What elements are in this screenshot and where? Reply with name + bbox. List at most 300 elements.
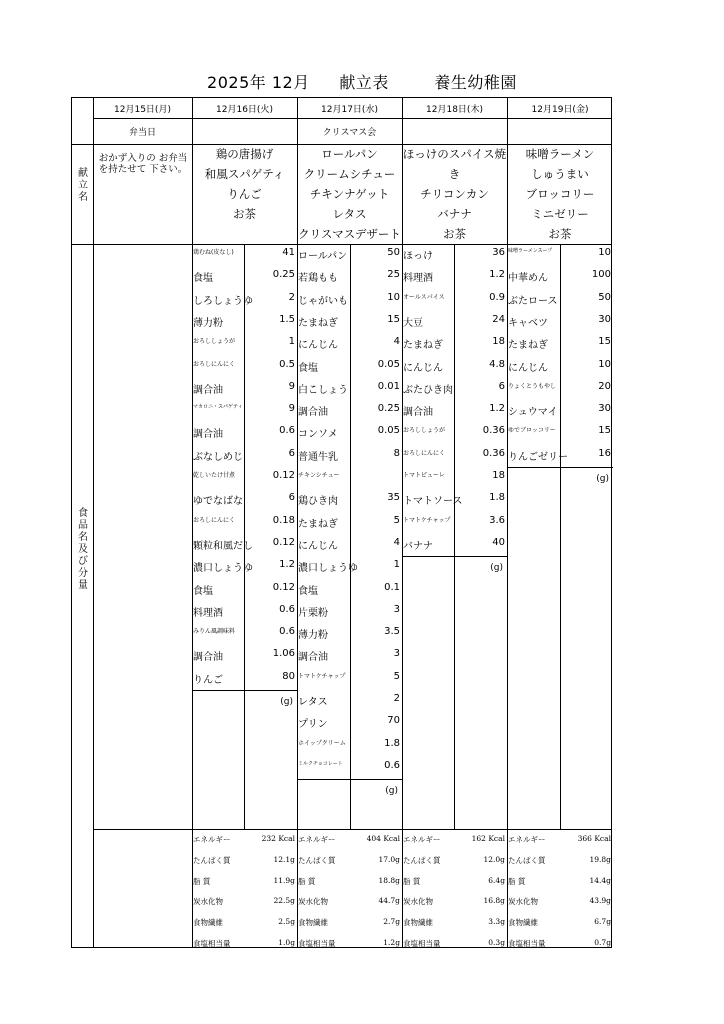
ingredient-amount: 16: [598, 447, 611, 459]
ingredient-row: [192, 403, 297, 425]
ingredient-row: [507, 336, 613, 358]
nutrition-label: 食塩相当量: [193, 939, 231, 948]
ingredient-name: バナナ: [403, 540, 433, 552]
nutrition-label: 食物繊維: [298, 918, 328, 928]
day-header-fri: 12月19日(金): [531, 104, 589, 115]
ingredient-name: 濃口しょうゆ: [193, 563, 253, 575]
dish-name: 鶏の唐揚げ: [215, 147, 274, 161]
ingredient-amount: 2: [393, 693, 400, 704]
ingredient-amount: 10: [387, 291, 400, 303]
ingredient-name: ほっけ: [403, 251, 433, 262]
nutrition-label: 炭水化物: [508, 897, 538, 907]
ingredient-name: チキンシチュー: [298, 472, 340, 479]
ingredient-row: [507, 403, 613, 425]
ingredient-name: 片栗粉: [298, 607, 328, 619]
nutrition-value: 12.0g: [483, 854, 505, 864]
ingredient-amount: 4.8: [489, 358, 505, 370]
nutrition-row: [402, 896, 507, 907]
ingredient-row: [192, 515, 297, 537]
dish-name: しゅうまい: [531, 167, 589, 181]
ingredient-name: 普通牛乳: [298, 451, 338, 463]
ingredient-row: [297, 492, 402, 514]
dish-name: チキンナゲット: [309, 187, 390, 201]
day-header-wed: 12月17日(水): [321, 104, 378, 115]
ingredient-amount: 0.12: [272, 470, 295, 481]
dish-name: ロールパン: [321, 147, 378, 161]
ingredient-row: [192, 559, 297, 581]
nutrition-label: エネルギー: [508, 835, 546, 844]
nutrition-value: 17.0g: [378, 854, 400, 864]
nutrition-value: 3.3g: [488, 917, 505, 927]
ingredient-row: [297, 604, 402, 626]
ingredient-amount: 100: [591, 269, 611, 281]
ingredient-amount: 1.2: [279, 559, 295, 571]
ingredient-amount: 1: [393, 559, 400, 571]
ingredient-name: 薄力粉: [298, 630, 328, 642]
ingredient-amount: 15: [598, 425, 611, 437]
ingredient-row: [297, 693, 402, 715]
ingredient-row: [192, 292, 297, 314]
nutrition-row: [297, 917, 402, 928]
ingredient-amount: 50: [387, 247, 400, 258]
nutrition-row: [402, 938, 507, 949]
ingredient-name: にんじん: [298, 340, 338, 352]
table-divider: [507, 467, 613, 468]
ingredient-amount: 18: [492, 470, 505, 481]
table-divider: [72, 244, 611, 245]
ingredient-name: プリン: [298, 719, 328, 731]
ingredient-amount: 0.6: [384, 759, 400, 771]
ingredient-row: [297, 738, 402, 760]
ingredient-name: 鶏ひき肉: [298, 496, 338, 508]
ingredient-name: りょくとうもやし: [508, 382, 557, 390]
nutrition-row: [507, 855, 613, 866]
ingredient-amount: 30: [598, 403, 611, 415]
nutrition-value: 12.1g: [273, 854, 295, 864]
ingredient-name: トマトソース: [403, 496, 463, 508]
nutrition-value: 2.5g: [278, 917, 295, 927]
ingredient-amount: 1: [288, 336, 295, 348]
nutrition-label: 炭水化物: [193, 897, 223, 907]
ingredient-amount: 0.6: [279, 626, 295, 638]
nutrition-label: 食塩相当量: [403, 939, 441, 948]
ingredient-name: 薄力粉: [193, 317, 223, 329]
nutrition-value: 1.0g: [278, 938, 295, 947]
ingredient-row: [507, 269, 613, 291]
nutrition-label: エネルギー: [403, 835, 441, 844]
ingredient-row: [192, 537, 297, 559]
ingredient-name: 若鶏もも: [298, 273, 338, 285]
ingredient-row: [297, 448, 402, 470]
ingredient-name: コンソメ: [298, 429, 338, 441]
ingredient-name: 調合油: [298, 652, 328, 664]
nutrition-value: 162 Kcal: [471, 834, 505, 843]
dish-name: お茶: [548, 227, 572, 241]
ingredient-name: たまねぎ: [298, 317, 338, 329]
ingredient-name: オールスパイス: [403, 293, 445, 301]
nutrition-label: たんぱく質: [403, 855, 441, 865]
dish-name: チリコンカン: [420, 187, 489, 201]
ingredient-name: ホイップクリーム: [298, 739, 346, 747]
nutrition-value: 22.5g: [273, 896, 295, 906]
menu-fri: [507, 144, 613, 244]
ingredient-name: 味噌ラーメンスープ: [508, 248, 553, 254]
ingredient-row: [402, 515, 507, 537]
nutrition-row: [192, 876, 297, 887]
ingredient-amount: 1.8: [489, 492, 505, 504]
ingredient-row: [507, 314, 613, 336]
ingredient-row: [192, 269, 297, 291]
ingredient-row: [297, 269, 402, 291]
ingredient-amount: 70: [387, 715, 400, 727]
nutrition-value: 0.7g: [594, 938, 611, 947]
nutrition-value: 0.3g: [488, 938, 505, 947]
nutrition-label: 脂 質: [403, 876, 421, 886]
page-title: [0, 70, 724, 93]
ingredient-row: [402, 336, 507, 358]
dish-name: ほっけのスパイス焼き: [402, 147, 507, 181]
table-divider: [93, 829, 611, 830]
nutrition-label: たんぱく質: [193, 855, 231, 865]
ingredient-name: 中華めん: [508, 273, 548, 285]
ingredient-amount: 0.25: [377, 403, 400, 415]
ingredient-name: 調合油: [403, 407, 433, 419]
ingredient-amount: 6: [288, 492, 295, 504]
nutrition-label: 食物繊維: [403, 918, 433, 928]
ingredient-row: [297, 292, 402, 314]
ingredient-name: ロールパン: [298, 251, 348, 262]
nutrition-value: 43.9g: [589, 896, 611, 906]
ingredient-name: ぶたロース: [508, 295, 558, 307]
ingredient-row: [192, 425, 297, 447]
ingredient-name: シュウマイ: [508, 407, 558, 419]
ingredient-row: [297, 671, 402, 693]
nutrition-row: [192, 896, 297, 907]
nutrition-row: [297, 876, 402, 887]
ingredient-row: [297, 715, 402, 737]
ingredient-row: [402, 448, 507, 470]
ingredient-row: [402, 381, 507, 403]
nutrition-row: [402, 834, 507, 845]
day-header-tue: 12月16日(火): [216, 104, 273, 115]
ingredient-amount: 0.01: [377, 380, 400, 392]
day-header-mon: 12月15日(月): [114, 104, 171, 115]
nutrition-row: [192, 855, 297, 866]
nutrition-value: 1.2g: [383, 938, 400, 947]
ingredient-amount: 25: [387, 269, 400, 281]
ingredient-row: [507, 425, 613, 447]
nutrition-row: [192, 834, 297, 845]
nutrition-row: [402, 917, 507, 928]
ingredient-amount: 0.6: [279, 603, 295, 615]
dish-name: クリームシチュー: [303, 167, 396, 181]
ingredient-amount: 0.36: [482, 425, 505, 437]
ingredient-row: [402, 470, 507, 492]
ingredient-row: [402, 269, 507, 291]
ingredient-row: [297, 336, 402, 358]
ingredient-amount: 5: [393, 670, 400, 682]
nutrition-label: 食塩相当量: [508, 939, 546, 948]
ingredient-name: おろしにんにく: [193, 516, 236, 524]
nutrition-label: 脂 質: [193, 876, 211, 886]
ingredient-amount: 0.12: [272, 581, 295, 593]
ingredient-amount: 6: [288, 447, 295, 459]
nutrition-row: [507, 938, 613, 949]
ingredient-amount: 10: [598, 358, 611, 370]
nutrition-value: 44.7g: [378, 896, 400, 906]
ingredient-amount: 1.5: [279, 313, 295, 325]
ingredient-row: [402, 292, 507, 314]
ingredient-row: [297, 515, 402, 537]
nutrition-row: [297, 896, 402, 907]
nutrition-value: 6.7g: [594, 917, 611, 927]
ingredient-row: [192, 626, 297, 648]
dish-name: 味噌ラーメン: [525, 147, 595, 161]
ingredient-name: 顆粒和風だし: [193, 540, 253, 552]
ingredient-row: [192, 381, 297, 403]
ingredient-row: [507, 359, 613, 381]
title-year-month: 2025年 12月: [207, 73, 310, 92]
nutrition-row: [507, 876, 613, 887]
ingredient-name: 濃口しょうゆ: [298, 563, 358, 575]
ingredient-row: [192, 582, 297, 604]
ingredient-row: [192, 492, 297, 514]
menu-label: 献 立 名: [78, 168, 88, 203]
ingredient-amount: 41: [282, 247, 295, 258]
ingredient-name: トマトケチャップ: [403, 516, 451, 524]
ingredient-row: [192, 470, 297, 492]
ingredient-row: [297, 648, 402, 670]
ingredient-name: 鶏むね(皮なし): [193, 249, 234, 256]
ingredient-row: [297, 381, 402, 403]
day-header-thu: 12月18日(木): [426, 104, 483, 115]
nutrition-label: 食物繊維: [508, 918, 538, 928]
ingredient-name: 白こしょう: [298, 384, 348, 396]
ingredient-name: おろししょうが: [193, 338, 236, 346]
nutrition-label: 脂 質: [298, 876, 316, 886]
ingredient-name: 調合油: [298, 407, 328, 419]
ingredient-name: じゃがいも: [298, 295, 348, 307]
ingredient-row: [297, 425, 402, 447]
menu-table: [71, 97, 612, 948]
ingredient-name: おろししょうが: [403, 427, 446, 435]
ingredient-amount: 0.05: [377, 425, 400, 437]
ingredient-name: たまねぎ: [298, 518, 338, 530]
nutrition-value: 404 Kcal: [366, 834, 400, 843]
ingredient-amount: 0.36: [482, 447, 505, 459]
ingredient-row: [402, 403, 507, 425]
nutrition-row: [507, 917, 613, 928]
ingredient-amount: 1.8: [384, 737, 400, 749]
nutrition-row: [297, 855, 402, 866]
ingredient-amount: 0.25: [272, 269, 295, 281]
ingredient-amount: 5: [393, 514, 400, 526]
menu-wed: [297, 144, 402, 244]
nutrition-value: 18.8g: [378, 875, 400, 885]
ingredient-amount: 10: [598, 247, 611, 258]
nutrition-row: [297, 834, 402, 845]
ingredient-amount: 40: [492, 536, 505, 548]
ingredient-name: おろしにんにく: [193, 360, 236, 368]
ingredient-amount: 30: [598, 313, 611, 325]
nutrition-value: 6.4g: [488, 875, 505, 885]
nutrition-label: 脂 質: [508, 876, 526, 886]
ingredient-amount: 2: [288, 291, 295, 303]
ingredient-name: ゆでブロッコリー: [508, 427, 556, 435]
dish-name: ブロッコリー: [525, 187, 595, 201]
ingredient-amount: 15: [598, 336, 611, 348]
ingredient-row: [297, 470, 402, 492]
ingredient-row: [297, 403, 402, 425]
ingredient-name: 料理酒: [403, 273, 433, 285]
nutrition-value: 232 Kcal: [261, 834, 295, 843]
unit-label: (g): [280, 697, 293, 707]
ingredient-amount: 9: [288, 380, 295, 392]
ingredient-row: [297, 559, 402, 581]
ingredient-name: 食塩: [193, 585, 213, 597]
ingredient-row: [192, 314, 297, 336]
nutrition-label: 炭水化物: [403, 897, 433, 907]
nutrition-label: 炭水化物: [298, 897, 328, 907]
ingredient-name: たまねぎ: [508, 340, 548, 352]
nutrition-row: [297, 938, 402, 949]
nutrition-row: [507, 896, 613, 907]
menu-tue: [192, 144, 297, 224]
dish-name: クリスマスデザート: [298, 227, 401, 241]
dish-name: レタス: [332, 207, 367, 221]
ingredient-name: りんごゼリー: [508, 451, 568, 463]
menu-thu: [402, 144, 507, 244]
ingredient-amount: 4: [393, 336, 400, 348]
ingredient-name: トマトピューレ: [403, 472, 445, 479]
nutrition-row: [507, 834, 613, 845]
table-divider: [402, 556, 507, 557]
nutrition-value: 2.7g: [383, 917, 400, 927]
ingredient-name: にんじん: [508, 362, 548, 374]
ingredient-name: しろしょうゆ: [193, 295, 253, 307]
ingredient-row: [507, 381, 613, 403]
dish-name: お茶: [233, 207, 256, 221]
ingredient-amount: 0.12: [272, 536, 295, 548]
ingredient-amount: 9: [288, 403, 295, 415]
ingredient-name: 食塩: [298, 585, 318, 597]
ingredient-row: [507, 292, 613, 314]
ingredient-amount: 0.6: [279, 425, 295, 437]
ingredient-row: [192, 359, 297, 381]
ingredient-row: [297, 359, 402, 381]
ingredient-name: 食塩: [193, 273, 213, 285]
nutrition-label: たんぱく質: [508, 855, 546, 865]
ingredient-name: トマトケチャップ: [298, 672, 346, 680]
nutrition-label: エネルギー: [193, 835, 231, 844]
ingredient-row: [297, 537, 402, 559]
ingredient-amount: 4: [393, 536, 400, 548]
nutrition-row: [192, 938, 297, 949]
ingredient-amount: 3.6: [489, 514, 505, 526]
ingredient-amount: 18: [492, 336, 505, 348]
ingredient-amount: 8: [393, 447, 400, 459]
nutrition-label: たんぱく質: [298, 855, 336, 865]
ingredient-amount: 0.1: [384, 581, 400, 593]
title-school: 養生幼稚園: [434, 73, 517, 92]
nutrition-value: 19.8g: [589, 854, 611, 864]
ingredient-amount: 0.05: [377, 358, 400, 370]
ingredient-amount: 36: [492, 247, 505, 258]
nutrition-value: 16.8g: [483, 896, 505, 906]
ingredient-amount: 3: [393, 648, 400, 660]
ingredient-amount: 6: [498, 380, 505, 392]
ingredient-name: みりん風調味料: [193, 628, 236, 636]
dish-name: ミニゼリー: [531, 207, 589, 221]
ingredient-row: [192, 336, 297, 358]
ingredient-amount: 1.2: [489, 403, 505, 415]
dish-name: お茶: [443, 227, 466, 241]
ingredient-row: [192, 604, 297, 626]
ingredient-amount: 3: [393, 603, 400, 615]
ingredient-name: キャベツ: [508, 317, 548, 329]
ingredient-name: 食塩: [298, 362, 318, 374]
ingredient-row: [192, 448, 297, 470]
ingredient-name: 調合油: [193, 429, 223, 441]
ingredient-name: 乾しいたけ甘煮: [193, 472, 236, 479]
ingredient-name: 料理酒: [193, 607, 223, 619]
table-divider: [297, 779, 402, 780]
nutrition-label: 食塩相当量: [298, 939, 336, 948]
nutrition-label: エネルギー: [298, 835, 336, 844]
ingredient-row: [507, 247, 613, 269]
unit-label: (g): [596, 474, 609, 484]
ingredient-amount: 24: [492, 313, 505, 325]
ingredient-name: ぶなしめじ: [193, 451, 243, 463]
unit-label: (g): [490, 563, 503, 574]
ingredient-amount: 0.9: [489, 291, 505, 303]
ingredient-name: ぶたひき肉: [403, 384, 453, 396]
ingredient-row: [402, 247, 507, 269]
ingredient-name: レタス: [298, 697, 328, 708]
dish-name: りんご: [227, 187, 262, 201]
ingredient-amount: 15: [387, 313, 400, 325]
ingredient-amount: 80: [282, 670, 295, 682]
event-wed: クリスマス会: [322, 127, 377, 138]
ingredient-row: [297, 626, 402, 648]
ingredient-amount: 1.2: [489, 269, 505, 281]
ingredient-name: ゆでなばな: [193, 496, 243, 508]
ingredient-row: [297, 247, 402, 269]
unit-label: (g): [385, 786, 398, 797]
dish-name: 和風スパゲティ: [204, 167, 285, 181]
ingredient-row: [402, 425, 507, 447]
ingredient-row: [402, 492, 507, 514]
nutrition-row: [402, 855, 507, 866]
ingredient-name: りんご: [193, 674, 223, 686]
nutrition-row: [402, 876, 507, 887]
ingredient-name: 調合油: [193, 652, 223, 664]
ingredients-label: 食 品 名 及 び 分 量: [78, 508, 88, 591]
ingredient-row: [402, 359, 507, 381]
nutrition-value: 14.4g: [589, 875, 611, 885]
ingredient-row: [192, 648, 297, 670]
ingredient-amount: 50: [598, 291, 611, 303]
ingredient-row: [402, 314, 507, 336]
ingredient-amount: 35: [387, 492, 400, 504]
ingredient-name: にんじん: [298, 540, 338, 552]
ingredient-row: [297, 314, 402, 336]
ingredient-amount: 20: [598, 380, 611, 392]
ingredient-name: ミルクチョコレート: [298, 760, 343, 767]
ingredient-row: [297, 582, 402, 604]
nutrition-value: 11.9g: [273, 875, 295, 885]
ingredient-amount: 0.5: [279, 358, 295, 370]
